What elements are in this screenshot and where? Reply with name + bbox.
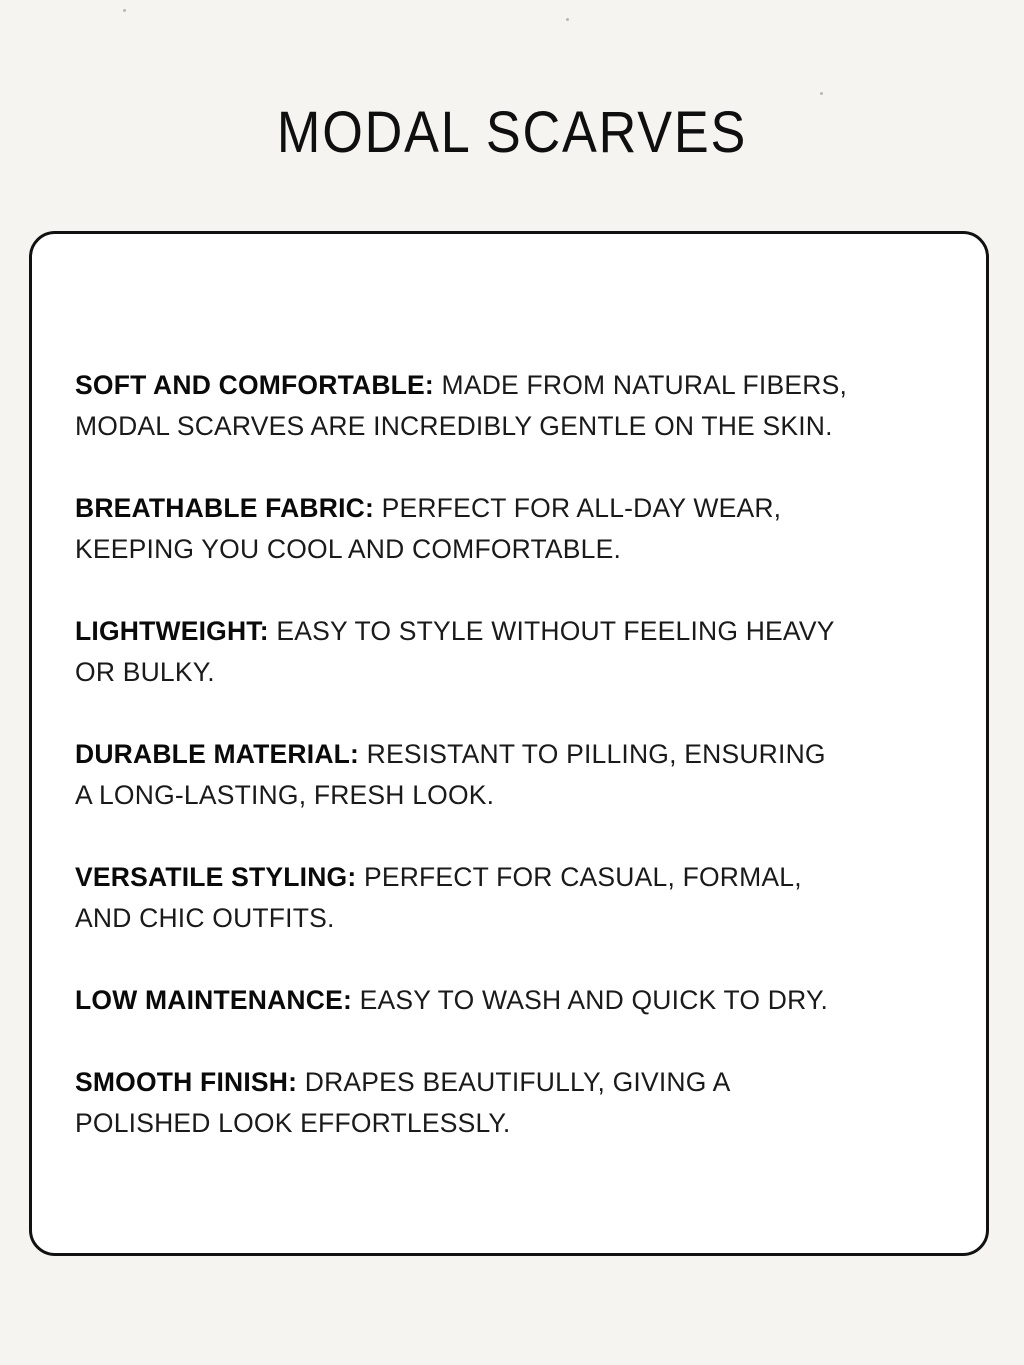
feature-name: LOW MAINTENANCE: [75, 985, 352, 1015]
feature-description: KEEPING YOU COOL AND COMFORTABLE. [75, 534, 622, 564]
feature-description: AND CHIC OUTFITS. [75, 903, 335, 933]
background-speck [566, 18, 569, 21]
feature-name: BREATHABLE FABRIC: [75, 493, 375, 523]
feature-description: POLISHED LOOK EFFORTLESSLY. [75, 1108, 511, 1138]
feature-item [75, 980, 965, 1021]
feature-item [75, 611, 965, 693]
feature-description: PERFECT FOR ALL-DAY WEAR, [381, 493, 782, 523]
feature-item [75, 857, 965, 939]
background-speck [123, 9, 126, 12]
feature-name: VERSATILE STYLING: [75, 862, 357, 892]
feature-description: PERFECT FOR CASUAL, FORMAL, [363, 862, 802, 892]
feature-name: DURABLE MATERIAL: [75, 739, 360, 769]
feature-item [75, 365, 965, 447]
feature-name: SOFT AND COMFORTABLE: [75, 370, 434, 400]
feature-item [75, 1062, 965, 1144]
feature-description: EASY TO WASH AND QUICK TO DRY. [359, 985, 829, 1015]
background-speck [820, 92, 823, 95]
features-card [29, 231, 989, 1256]
feature-name: LIGHTWEIGHT: [75, 616, 269, 646]
feature-item [75, 734, 965, 816]
feature-description: MADE FROM NATURAL FIBERS, [441, 370, 848, 400]
feature-description: DRAPES BEAUTIFULLY, GIVING A [304, 1067, 731, 1097]
feature-description: MODAL SCARVES ARE INCREDIBLY GENTLE ON THE SKIN. [75, 411, 833, 441]
feature-name: SMOOTH FINISH: [75, 1067, 298, 1097]
feature-description: OR BULKY. [75, 657, 215, 687]
feature-item [75, 488, 965, 570]
feature-description: EASY TO STYLE WITHOUT FEELING HEAVY [276, 616, 835, 646]
feature-description: RESISTANT TO PILLING, ENSURING [366, 739, 826, 769]
feature-description: A LONG-LASTING, FRESH LOOK. [75, 780, 495, 810]
page-title: MODAL SCARVES [276, 100, 748, 165]
feature-list [75, 365, 965, 1185]
